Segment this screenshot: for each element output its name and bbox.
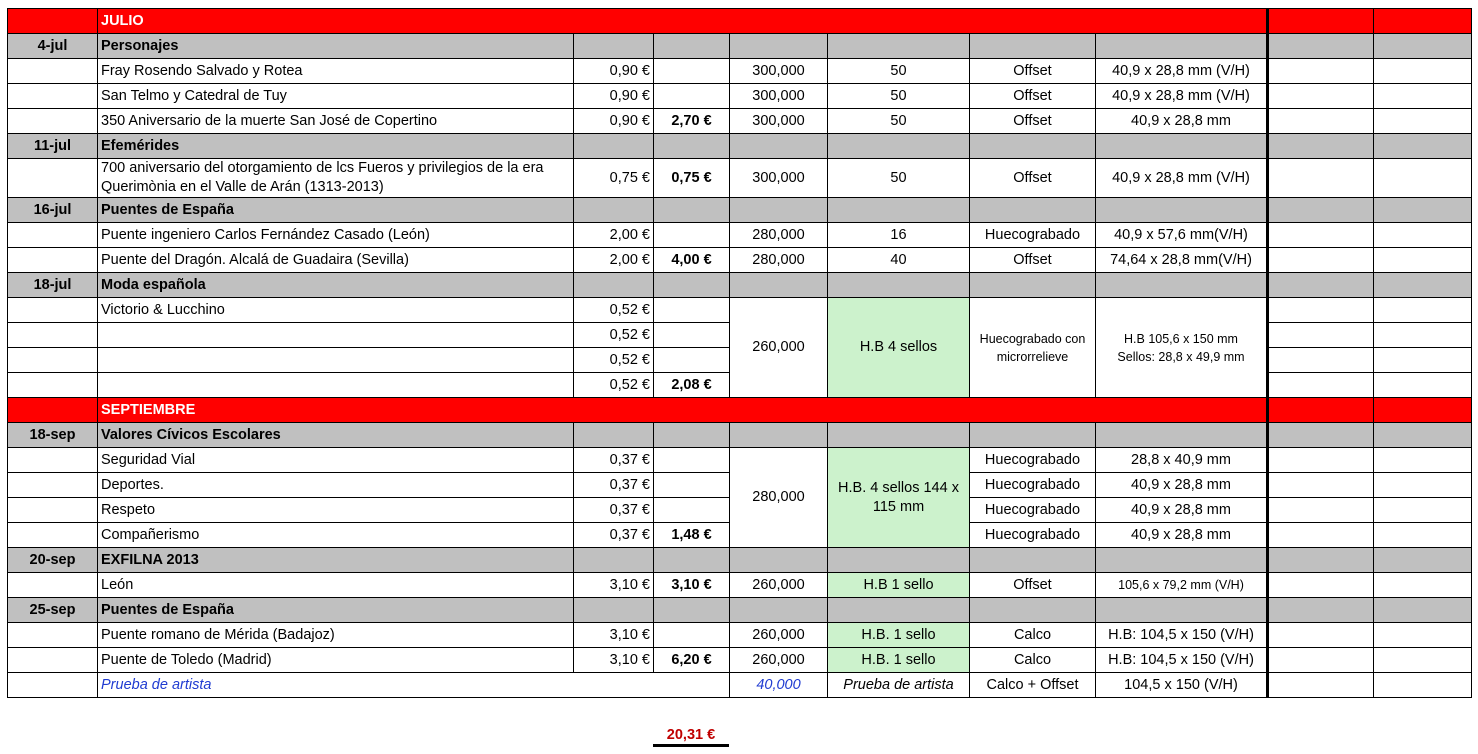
stamp-pliego: 50 [828, 159, 970, 198]
stamp-formato: 74,64 x 28,8 mm(V/H) [1096, 248, 1268, 273]
stamp-price: 3,10 € [574, 648, 654, 673]
stamp-price: 0,37 € [574, 448, 654, 473]
stamp-price: 0,90 € [574, 84, 654, 109]
group-date: 18-sep [8, 423, 98, 448]
stamp-pliego: 40 [828, 248, 970, 273]
table-row [8, 248, 1472, 273]
stamp-impresion: Calco [970, 623, 1096, 648]
table-row [8, 109, 1472, 134]
group-title: Moda española [98, 273, 574, 298]
month-row-july [8, 9, 1472, 34]
stamp-formato: 40,9 x 28,8 mm (V/H) [1096, 84, 1268, 109]
stamp-tirada: 280,000 [730, 223, 828, 248]
stamp-price: 0,52 € [574, 348, 654, 373]
stamp-subtotal: 6,20 € [654, 648, 730, 673]
stamp-price: 0,90 € [574, 109, 654, 134]
stamp-formato: 40,9 x 28,8 mm [1096, 523, 1268, 548]
formato-line: H.B 105,6 x 150 mm [1124, 331, 1238, 346]
stamp-name: Puente romano de Mérida (Badajoz) [98, 623, 574, 648]
stamp-pliego: 50 [828, 59, 970, 84]
stamp-pliego: H.B 4 sellos [828, 298, 970, 398]
group-row [8, 598, 1472, 623]
table-row [8, 573, 1472, 598]
stamp-subtotal: 2,70 € [654, 109, 730, 134]
stamp-impresion: Offset [970, 59, 1096, 84]
stamp-price: 0,90 € [574, 59, 654, 84]
stamp-name: Seguridad Vial [98, 448, 574, 473]
stamp-issues-table [7, 8, 1472, 698]
stamp-subtotal: 1,48 € [654, 523, 730, 548]
group-row [8, 134, 1472, 159]
stamp-tirada: 260,000 [730, 623, 828, 648]
artist-proof-impresion: Calco + Offset [970, 673, 1096, 698]
stamp-subtotal [654, 623, 730, 648]
stamp-pliego: H.B. 4 sellos 144 x 115 mm [828, 448, 970, 548]
group-date: 4-jul [8, 34, 98, 59]
stamp-pliego: H.B. 1 sello [828, 648, 970, 673]
stamp-name: San Telmo y Catedral de Tuy [98, 84, 574, 109]
stamp-impresion: Offset [970, 573, 1096, 598]
stamp-subtotal: 3,10 € [654, 573, 730, 598]
stamp-price: 0,37 € [574, 498, 654, 523]
group-title: EXFILNA 2013 [98, 548, 574, 573]
stamp-tirada: 260,000 [730, 298, 828, 398]
stamp-price: 3,10 € [574, 573, 654, 598]
group-title: Puentes de España [98, 198, 574, 223]
stamp-tirada: 300,000 [730, 159, 828, 198]
stamp-tirada: 280,000 [730, 248, 828, 273]
formato-line: Sellos: 28,8 x 49,9 mm [1117, 349, 1245, 364]
stamp-price: 0,52 € [574, 373, 654, 398]
stamp-impresion: Offset [970, 109, 1096, 134]
stamp-formato: H.B: 104,5 x 150 (V/H) [1096, 648, 1268, 673]
stamp-pliego: 50 [828, 109, 970, 134]
stamp-name: Victorio & Lucchino [98, 298, 574, 323]
table-row [8, 159, 1472, 198]
artist-proof-tirada: 40,000 [730, 673, 828, 698]
stamp-tirada: 300,000 [730, 59, 828, 84]
stamp-impresion: Offset [970, 248, 1096, 273]
stamp-name: 350 Aniversario de la muerte San José de Copertino [98, 109, 574, 134]
stamp-price: 0,37 € [574, 523, 654, 548]
artist-proof-label: Prueba de artista [98, 673, 730, 698]
group-date: 20-sep [8, 548, 98, 573]
stamp-formato: 40,9 x 28,8 mm [1096, 109, 1268, 134]
stamp-price: 2,00 € [574, 248, 654, 273]
stamp-formato: H.B: 104,5 x 150 (V/H) [1096, 623, 1268, 648]
grand-total: 20,31 € [653, 727, 729, 747]
stamp-subtotal: 2,08 € [654, 373, 730, 398]
group-row [8, 548, 1472, 573]
stamp-tirada: 300,000 [730, 84, 828, 109]
table-row [8, 298, 1472, 323]
stamp-tirada: 260,000 [730, 573, 828, 598]
stamp-subtotal: 0,75 € [654, 159, 730, 198]
group-date: 18-jul [8, 273, 98, 298]
group-date: 25-sep [8, 598, 98, 623]
stamp-name: 700 aniversario del otorgamiento de lcs Fueros y privilegios de la era Querimònia en el Valle de Arán (1313-2013) [98, 159, 574, 198]
table-row [8, 648, 1472, 673]
stamp-pliego: H.B. 1 sello [828, 623, 970, 648]
group-row [8, 34, 1472, 59]
stamp-price: 0,75 € [574, 159, 654, 198]
stamp-pliego: 50 [828, 84, 970, 109]
month-label: JULIO [98, 9, 1268, 34]
stamp-pliego: 16 [828, 223, 970, 248]
month-row-september [8, 398, 1472, 423]
group-title: Personajes [98, 34, 574, 59]
stamp-name: Puente ingeniero Carlos Fernández Casado (León) [98, 223, 574, 248]
table-row [8, 59, 1472, 84]
stamp-subtotal [654, 59, 730, 84]
stamp-formato: 40,9 x 28,8 mm (V/H) [1096, 59, 1268, 84]
stamp-formato: 40,9 x 28,8 mm (V/H) [1096, 159, 1268, 198]
table-row [8, 223, 1472, 248]
group-row [8, 423, 1472, 448]
stamp-subtotal: 4,00 € [654, 248, 730, 273]
group-date: 16-jul [8, 198, 98, 223]
stamp-impresion: Huecograbado [970, 448, 1096, 473]
artist-proof-pliego: Prueba de artista [828, 673, 970, 698]
stamp-tirada: 280,000 [730, 448, 828, 548]
stamp-impresion: Offset [970, 159, 1096, 198]
stamp-price: 0,37 € [574, 473, 654, 498]
stamp-subtotal [654, 84, 730, 109]
group-title: Efemérides [98, 134, 574, 159]
stamp-impresion: Huecograbado con microrrelieve [970, 298, 1096, 398]
stamp-pliego: H.B 1 sello [828, 573, 970, 598]
stamp-name: Puente del Dragón. Alcalá de Guadaira (Sevilla) [98, 248, 574, 273]
stamp-price: 3,10 € [574, 623, 654, 648]
group-row [8, 198, 1472, 223]
stamp-name: Puente de Toledo (Madrid) [98, 648, 574, 673]
stamp-impresion: Calco [970, 648, 1096, 673]
month-label: SEPTIEMBRE [98, 398, 1268, 423]
stamp-tirada: 300,000 [730, 109, 828, 134]
stamp-formato: 40,9 x 57,6 mm(V/H) [1096, 223, 1268, 248]
group-title: Puentes de España [98, 598, 574, 623]
table-row [8, 448, 1472, 473]
stamp-formato [1096, 298, 1268, 398]
stamp-tirada: 260,000 [730, 648, 828, 673]
stamp-price: 2,00 € [574, 223, 654, 248]
stamp-impresion: Offset [970, 84, 1096, 109]
stamp-price: 0,52 € [574, 323, 654, 348]
artist-proof-formato: 104,5 x 150 (V/H) [1096, 673, 1268, 698]
group-title: Valores Cívicos Escolares [98, 423, 574, 448]
stamp-formato: 40,9 x 28,8 mm [1096, 498, 1268, 523]
stamp-name: Respeto [98, 498, 574, 523]
stamp-impresion: Huecograbado [970, 473, 1096, 498]
stamp-formato: 40,9 x 28,8 mm [1096, 473, 1268, 498]
stamp-name: León [98, 573, 574, 598]
stamp-name: Deportes. [98, 473, 574, 498]
stamp-impresion: Huecograbado [970, 523, 1096, 548]
group-row [8, 273, 1472, 298]
group-date: 11-jul [8, 134, 98, 159]
artist-proof-row [8, 673, 1472, 698]
stamp-impresion: Huecograbado [970, 498, 1096, 523]
table-row [8, 623, 1472, 648]
table-row [8, 84, 1472, 109]
stamp-name: Compañerismo [98, 523, 574, 548]
stamp-impresion: Huecograbado [970, 223, 1096, 248]
stamp-subtotal [654, 223, 730, 248]
stamp-formato: 28,8 x 40,9 mm [1096, 448, 1268, 473]
stamp-name: Fray Rosendo Salvado y Rotea [98, 59, 574, 84]
stamp-formato: 105,6 x 79,2 mm (V/H) [1096, 573, 1268, 598]
stamp-price: 0,52 € [574, 298, 654, 323]
